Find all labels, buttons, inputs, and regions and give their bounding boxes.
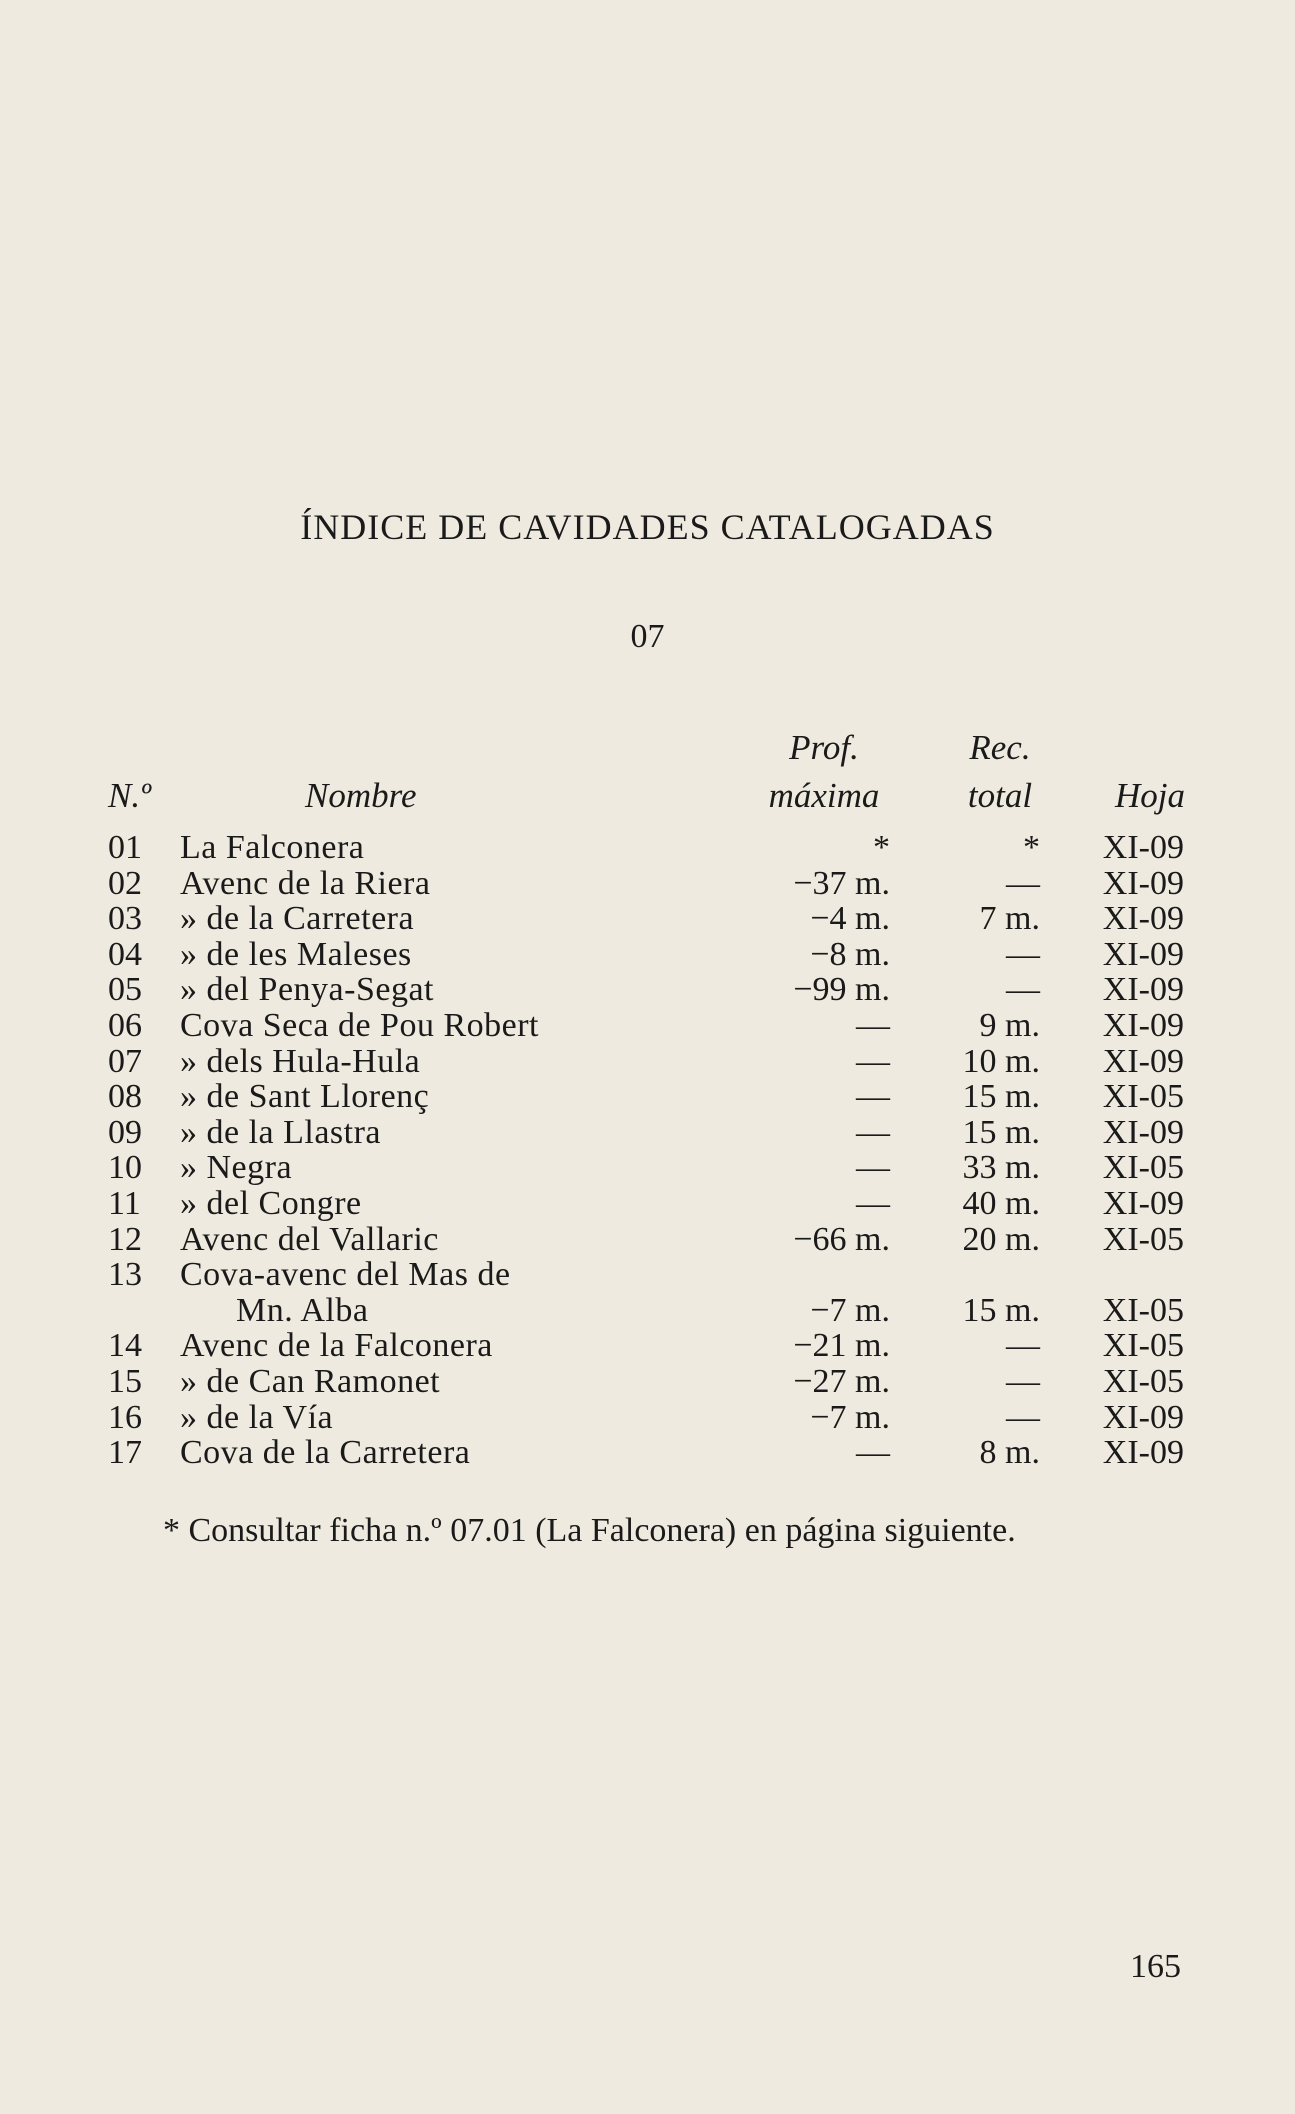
table-row (0, 1222, 1295, 1258)
row-hoja: XI-09 (1102, 1398, 1184, 1436)
row-number: 11 (108, 1184, 141, 1222)
table-row (0, 937, 1295, 973)
table-row (0, 1364, 1295, 1400)
table-row (0, 972, 1295, 1008)
row-rec: 10 m. (962, 1042, 1040, 1080)
row-rec: — (1006, 1362, 1040, 1400)
row-rec: 7 m. (979, 900, 1040, 938)
header-rec-line2: total (967, 776, 1033, 815)
row-number: 08 (108, 1078, 142, 1116)
row-prof: −8 m. (810, 935, 890, 973)
header-prof (744, 724, 904, 820)
row-name: » de la Carretera (180, 900, 415, 938)
row-name: Cova-avenc del Mas de (180, 1256, 511, 1294)
header-hoja: Hoja (1115, 776, 1185, 815)
row-hoja: XI-09 (1102, 829, 1184, 866)
row-hoja: XI-05 (1102, 1220, 1184, 1258)
row-name: » Negra (180, 1149, 293, 1187)
table-row (0, 1400, 1295, 1436)
table-row (0, 1079, 1295, 1115)
section-number: 07 (630, 618, 665, 655)
table-row (0, 866, 1295, 902)
header-rec (930, 724, 1070, 820)
row-rec: — (1006, 1398, 1040, 1436)
row-prof: −7 m. (810, 1291, 890, 1329)
header-prof-line2: máxima (768, 776, 880, 815)
row-prof: −4 m. (810, 900, 890, 938)
header-no: N.º (108, 776, 151, 815)
page-title: ÍNDICE DE CAVIDADES CATALOGADAS (300, 507, 995, 547)
row-prof: — (856, 1434, 890, 1472)
table-row (0, 1150, 1295, 1186)
cave-table (0, 830, 1295, 1471)
row-rec: 40 m. (962, 1184, 1040, 1222)
row-rec: — (1006, 864, 1040, 902)
row-rec: 33 m. (962, 1149, 1040, 1187)
row-number: 07 (108, 1042, 142, 1080)
row-rec: — (1006, 1327, 1040, 1365)
row-rec: 8 m. (979, 1434, 1040, 1472)
row-rec: — (1006, 935, 1040, 973)
table-row (0, 901, 1295, 937)
table-row (0, 1293, 1295, 1329)
row-name: » de la Vía (180, 1398, 334, 1436)
row-rec: 15 m. (962, 1113, 1040, 1151)
row-number: 02 (108, 864, 142, 902)
row-name: Avenc de la Riera (180, 864, 431, 902)
row-name: » de les Maleses (180, 935, 412, 973)
table-row (0, 1008, 1295, 1044)
row-hoja: XI-09 (1102, 900, 1184, 938)
table-row (0, 1328, 1295, 1364)
row-name: » de Can Ramonet (180, 1362, 441, 1400)
row-number: 03 (108, 900, 142, 938)
row-prof: — (856, 1113, 890, 1151)
row-name: » del Penya-Segat (180, 971, 434, 1009)
row-prof: −99 m. (793, 971, 890, 1009)
table-row (0, 1115, 1295, 1151)
row-hoja: XI-09 (1102, 1113, 1184, 1151)
row-hoja: XI-09 (1102, 1042, 1184, 1080)
row-name: » de Sant Llorenç (180, 1078, 430, 1116)
table-row (0, 1257, 1295, 1293)
row-prof: — (856, 1042, 890, 1080)
row-hoja: XI-05 (1102, 1078, 1184, 1116)
table-row (0, 830, 1295, 866)
row-name: Mn. Alba (236, 1291, 369, 1329)
row-name: Avenc del Vallaric (180, 1220, 439, 1258)
row-hoja: XI-09 (1102, 1434, 1184, 1472)
row-hoja: XI-09 (1102, 864, 1184, 902)
row-prof: −21 m. (793, 1327, 890, 1365)
row-hoja: XI-05 (1102, 1327, 1184, 1365)
header-prof-line1: Prof. (789, 728, 859, 767)
row-rec: — (1006, 971, 1040, 1009)
row-name: » del Congre (180, 1184, 362, 1222)
row-number: 01 (108, 829, 142, 866)
row-hoja: XI-09 (1102, 1006, 1184, 1044)
row-prof: −66 m. (793, 1220, 890, 1258)
row-number: 14 (108, 1327, 142, 1365)
row-rec: 15 m. (962, 1291, 1040, 1329)
footnote: * Consultar ficha n.º 07.01 (La Falconera) en página siguiente. (163, 1512, 1016, 1549)
table-row (0, 1186, 1295, 1222)
row-prof: — (856, 1006, 890, 1044)
row-number: 12 (108, 1220, 142, 1258)
row-name: Avenc de la Falconera (180, 1327, 493, 1365)
row-rec: 20 m. (962, 1220, 1040, 1258)
row-hoja: XI-05 (1102, 1291, 1184, 1329)
row-number: 16 (108, 1398, 142, 1436)
row-prof: — (856, 1078, 890, 1116)
row-name: » dels Hula-Hula (180, 1042, 421, 1080)
header-rec-line1: Rec. (969, 728, 1031, 767)
row-number: 04 (108, 935, 142, 973)
table-row (0, 1044, 1295, 1080)
row-hoja: XI-05 (1102, 1362, 1184, 1400)
row-hoja: XI-05 (1102, 1149, 1184, 1187)
row-rec: 15 m. (962, 1078, 1040, 1116)
row-name: Cova de la Carretera (180, 1434, 471, 1472)
row-number: 17 (108, 1434, 142, 1472)
row-number: 05 (108, 971, 142, 1009)
row-name: Cova Seca de Pou Robert (180, 1006, 539, 1044)
row-name: La Falconera (180, 829, 365, 866)
row-prof: −37 m. (793, 864, 890, 902)
row-name: » de la Llastra (180, 1113, 382, 1151)
row-rec: 9 m. (979, 1006, 1040, 1044)
row-prof: −27 m. (793, 1362, 890, 1400)
row-hoja: XI-09 (1102, 971, 1184, 1009)
row-hoja: XI-09 (1102, 935, 1184, 973)
row-hoja: XI-09 (1102, 1184, 1184, 1222)
row-number: 09 (108, 1113, 142, 1151)
header-nombre: Nombre (305, 776, 417, 815)
table-row (0, 1435, 1295, 1471)
row-prof: −7 m. (810, 1398, 890, 1436)
row-prof: * (873, 829, 890, 866)
row-number: 06 (108, 1006, 142, 1044)
row-number: 15 (108, 1362, 142, 1400)
page-number: 165 (1130, 1948, 1181, 1985)
row-prof: — (856, 1184, 890, 1222)
row-number: 13 (108, 1256, 142, 1294)
row-rec: * (1023, 829, 1040, 866)
row-number: 10 (108, 1149, 142, 1187)
row-prof: — (856, 1149, 890, 1187)
